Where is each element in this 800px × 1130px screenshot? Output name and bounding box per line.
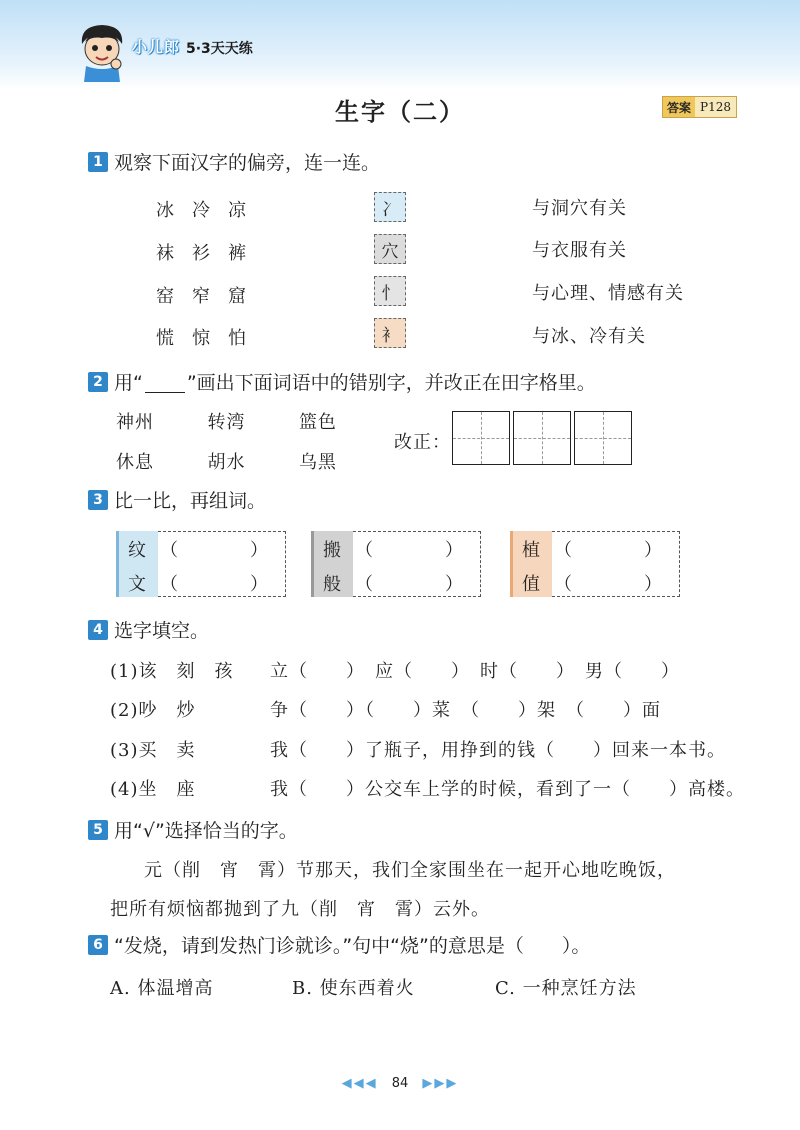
question-number-5: 5 xyxy=(88,820,108,840)
compare-row: 值 （ ） xyxy=(522,574,662,595)
q1-row-1-chars: 冰 冷 凉 xyxy=(156,200,246,221)
q6-option-b[interactable]: B. 使东西着火 xyxy=(292,978,415,999)
brand-series: 5·3天天练 xyxy=(186,41,253,57)
q1-row-3-chars: 窑 窄 窟 xyxy=(156,286,246,307)
question-3-prompt: 比一比，再组词。 xyxy=(114,490,267,512)
q1-meaning-2[interactable]: 与衣服有关 xyxy=(532,240,627,261)
q1-row-2-chars: 袜 衫 裤 xyxy=(156,243,246,264)
q1-meaning-1[interactable]: 与洞穴有关 xyxy=(532,198,627,219)
q2-word[interactable]: 神州 xyxy=(116,412,154,433)
compare-row: 文 （ ） xyxy=(128,574,268,595)
q4-choice-3: (3)买 卖 xyxy=(110,740,196,761)
q1-meaning-3[interactable]: 与心理、情感有关 xyxy=(532,283,684,304)
q5-line-1[interactable]: 元（削 宵 霄）节那天，我们全家围坐在一起开心地吃晚饭， xyxy=(144,860,676,881)
q1-radical-1[interactable]: 冫 xyxy=(374,192,406,222)
q4-sentence-2[interactable]: 争（ ）（ ）菜 （ ）架 （ ）面 xyxy=(270,700,661,721)
answer-page: P128 xyxy=(700,100,731,114)
question-6-prompt: “发烧，请到发热门诊就诊。”句中“烧”的意思是（ ）。 xyxy=(114,935,591,957)
q1-radical-2[interactable]: 穴 xyxy=(374,234,406,264)
q2-words-row-2 xyxy=(116,448,337,474)
q2-word[interactable]: 乌黑 xyxy=(298,452,337,473)
underline-sample xyxy=(145,375,185,393)
question-number-6: 6 xyxy=(88,935,108,955)
compare-row: 般 （ ） xyxy=(323,574,463,595)
answer-tag xyxy=(662,96,737,118)
question-5-prompt: 用“√”选择恰当的字。 xyxy=(114,820,298,842)
q6-option-c[interactable]: C. 一种烹饪方法 xyxy=(495,978,637,999)
q2-word[interactable]: 休息 xyxy=(116,452,154,473)
prev-arrows-icon: ◀◀◀ xyxy=(341,1076,378,1091)
q2-words-row-1 xyxy=(116,408,337,434)
q4-choice-1: (1)该 刻 孩 xyxy=(110,661,234,682)
question-number-4: 4 xyxy=(88,620,108,640)
compare-row: 植 （ ） xyxy=(522,540,662,561)
question-2-prompt: 用“ ”画出下面词语中的错别字，并改正在田字格里。 xyxy=(114,372,596,394)
q4-sentence-4[interactable]: 我（ ）公交车上学的时候，看到了一（ ）高楼。 xyxy=(270,779,745,800)
q1-radical-3[interactable]: 忄 xyxy=(374,276,406,306)
q2-word[interactable]: 转湾 xyxy=(207,412,246,433)
q4-sentence-1[interactable]: 立（ ） 应（ ） 时（ ） 男（ ） xyxy=(270,661,680,682)
question-4-prompt: 选字填空。 xyxy=(114,620,210,642)
brand-logo: 小儿郎 xyxy=(132,38,181,56)
q2-correct-label: 改正： xyxy=(394,432,451,453)
q4-choice-4: (4)坐 座 xyxy=(110,779,196,800)
question-1-prompt: 观察下面汉字的偏旁，连一连。 xyxy=(114,152,381,174)
tian-grid-2[interactable] xyxy=(513,411,571,465)
q4-choice-2: (2)吵 炒 xyxy=(110,700,196,721)
page-title: 生字（二） xyxy=(335,98,465,126)
next-arrows-icon: ▶▶▶ xyxy=(422,1076,459,1091)
q1-row-4-chars: 慌 惊 怕 xyxy=(156,328,246,349)
q6-option-a[interactable]: A. 体温增高 xyxy=(110,978,214,999)
question-number-3: 3 xyxy=(88,490,108,510)
question-number-2: 2 xyxy=(88,372,108,392)
q5-line-2[interactable]: 把所有烦恼都抛到了九（削 宵 霄）云外。 xyxy=(110,899,490,920)
q4-sentence-3[interactable]: 我（ ）了瓶子，用挣到的钱（ ）回来一本书。 xyxy=(270,740,726,761)
q2-word[interactable]: 胡水 xyxy=(207,452,246,473)
q1-radical-4[interactable]: 衤 xyxy=(374,318,406,348)
page-number: 84 xyxy=(391,1076,409,1091)
compare-row: 纹 （ ） xyxy=(128,540,268,561)
question-number-1: 1 xyxy=(88,152,108,172)
tian-grid-1[interactable] xyxy=(452,411,510,465)
q2-word[interactable]: 篮色 xyxy=(298,412,337,433)
answer-label: 答案 xyxy=(663,97,695,117)
compare-row: 搬 （ ） xyxy=(323,540,463,561)
page-footer xyxy=(0,1076,800,1091)
q1-meaning-4[interactable]: 与冰、冷有关 xyxy=(532,326,646,347)
tian-grid-3[interactable] xyxy=(574,411,632,465)
mascot-icon xyxy=(76,22,128,82)
